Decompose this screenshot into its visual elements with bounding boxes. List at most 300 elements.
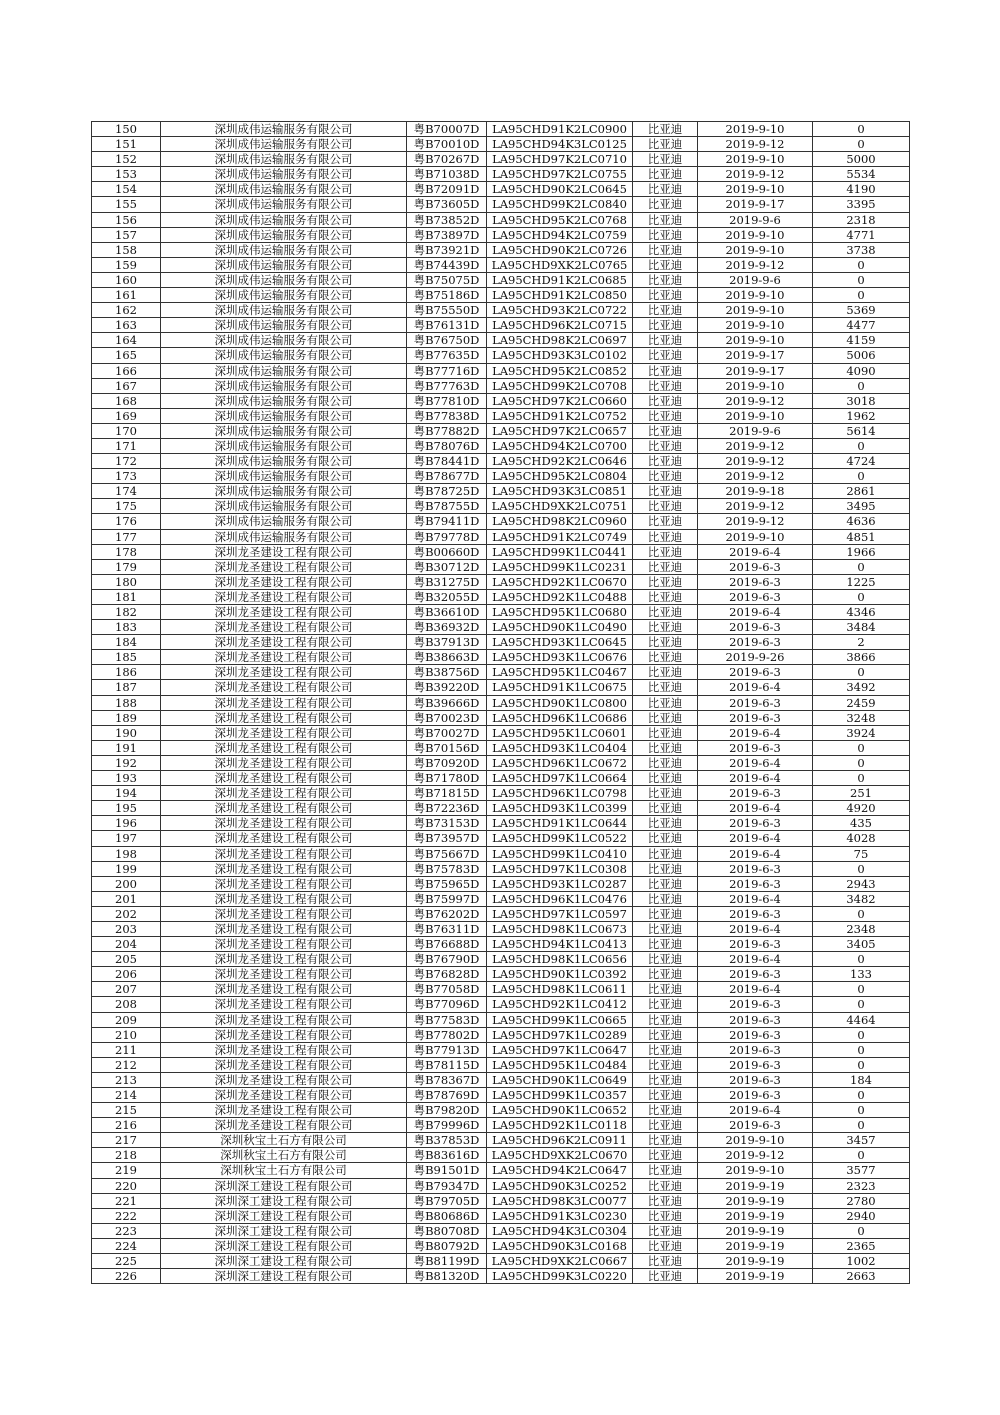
row-number-cell: 218: [92, 1148, 161, 1163]
plate-number-cell: 粤B78725D: [407, 484, 487, 499]
value-cell: 0: [813, 740, 910, 755]
value-cell: 4771: [813, 227, 910, 242]
vin-cell: LA95CHD92K1LC0488: [487, 589, 633, 604]
brand-cell: 比亚迪: [633, 771, 698, 786]
date-cell: 2019-9-12: [698, 438, 813, 453]
brand-cell: 比亚迪: [633, 620, 698, 635]
date-cell: 2019-9-6: [698, 272, 813, 287]
table-row: [92, 755, 910, 770]
row-number-cell: 165: [92, 348, 161, 363]
row-number-cell: 216: [92, 1118, 161, 1133]
table-row: [92, 1223, 910, 1238]
date-cell: 2019-9-10: [698, 378, 813, 393]
value-cell: 0: [813, 469, 910, 484]
company-name-cell: 深圳成伟运输服务有限公司: [161, 469, 407, 484]
table-row: [92, 1057, 910, 1072]
row-number-cell: 213: [92, 1072, 161, 1087]
vin-cell: LA95CHD9XK2LC0765: [487, 257, 633, 272]
row-number-cell: 219: [92, 1163, 161, 1178]
plate-number-cell: 粤B39666D: [407, 695, 487, 710]
table-row: [92, 152, 910, 167]
value-cell: 2940: [813, 1208, 910, 1223]
vin-cell: LA95CHD94K2LC0759: [487, 227, 633, 242]
plate-number-cell: 粤B91501D: [407, 1163, 487, 1178]
date-cell: 2019-9-6: [698, 423, 813, 438]
table-row: [92, 801, 910, 816]
company-name-cell: 深圳深工建设工程有限公司: [161, 1193, 407, 1208]
value-cell: 1002: [813, 1254, 910, 1269]
vin-cell: LA95CHD97K2LC0657: [487, 423, 633, 438]
date-cell: 2019-6-4: [698, 771, 813, 786]
date-cell: 2019-9-19: [698, 1178, 813, 1193]
brand-cell: 比亚迪: [633, 801, 698, 816]
company-name-cell: 深圳成伟运输服务有限公司: [161, 227, 407, 242]
company-name-cell: 深圳龙圣建设工程有限公司: [161, 1088, 407, 1103]
table-row: [92, 620, 910, 635]
document-page: [91, 121, 909, 1284]
brand-cell: 比亚迪: [633, 997, 698, 1012]
value-cell: 4159: [813, 333, 910, 348]
brand-cell: 比亚迪: [633, 333, 698, 348]
row-number-cell: 162: [92, 303, 161, 318]
company-name-cell: 深圳龙圣建设工程有限公司: [161, 635, 407, 650]
vin-cell: LA95CHD90K1LC0652: [487, 1103, 633, 1118]
value-cell: 3484: [813, 620, 910, 635]
plate-number-cell: 粤B76202D: [407, 906, 487, 921]
brand-cell: 比亚迪: [633, 1163, 698, 1178]
value-cell: 0: [813, 288, 910, 303]
row-number-cell: 179: [92, 559, 161, 574]
company-name-cell: 深圳龙圣建设工程有限公司: [161, 1042, 407, 1057]
row-number-cell: 224: [92, 1238, 161, 1253]
company-name-cell: 深圳龙圣建设工程有限公司: [161, 605, 407, 620]
company-name-cell: 深圳龙圣建设工程有限公司: [161, 876, 407, 891]
plate-number-cell: 粤B76828D: [407, 967, 487, 982]
date-cell: 2019-6-4: [698, 921, 813, 936]
plate-number-cell: 粤B75997D: [407, 891, 487, 906]
brand-cell: 比亚迪: [633, 1103, 698, 1118]
row-number-cell: 164: [92, 333, 161, 348]
value-cell: 2348: [813, 921, 910, 936]
plate-number-cell: 粤B77882D: [407, 423, 487, 438]
company-name-cell: 深圳深工建设工程有限公司: [161, 1208, 407, 1223]
plate-number-cell: 粤B75550D: [407, 303, 487, 318]
row-number-cell: 160: [92, 272, 161, 287]
plate-number-cell: 粤B73153D: [407, 816, 487, 831]
vin-cell: LA95CHD99K2LC0840: [487, 197, 633, 212]
value-cell: 0: [813, 1223, 910, 1238]
table-row: [92, 1208, 910, 1223]
row-number-cell: 203: [92, 921, 161, 936]
vin-cell: LA95CHD96K1LC0686: [487, 710, 633, 725]
date-cell: 2019-9-17: [698, 348, 813, 363]
value-cell: 0: [813, 137, 910, 152]
company-name-cell: 深圳深工建设工程有限公司: [161, 1178, 407, 1193]
table-row: [92, 1042, 910, 1057]
brand-cell: 比亚迪: [633, 937, 698, 952]
value-cell: 0: [813, 1057, 910, 1072]
date-cell: 2019-6-4: [698, 725, 813, 740]
brand-cell: 比亚迪: [633, 755, 698, 770]
vin-cell: LA95CHD90K1LC0392: [487, 967, 633, 982]
date-cell: 2019-6-3: [698, 1042, 813, 1057]
date-cell: 2019-6-4: [698, 982, 813, 997]
company-name-cell: 深圳成伟运输服务有限公司: [161, 303, 407, 318]
value-cell: 3018: [813, 393, 910, 408]
value-cell: 435: [813, 816, 910, 831]
vin-cell: LA95CHD95K2LC0804: [487, 469, 633, 484]
brand-cell: 比亚迪: [633, 635, 698, 650]
vin-cell: LA95CHD97K2LC0660: [487, 393, 633, 408]
value-cell: 3738: [813, 242, 910, 257]
company-name-cell: 深圳成伟运输服务有限公司: [161, 423, 407, 438]
table-row: [92, 242, 910, 257]
brand-cell: 比亚迪: [633, 408, 698, 423]
plate-number-cell: 粤B75075D: [407, 272, 487, 287]
brand-cell: 比亚迪: [633, 469, 698, 484]
plate-number-cell: 粤B75667D: [407, 846, 487, 861]
table-row: [92, 574, 910, 589]
table-row: [92, 1254, 910, 1269]
table-row: [92, 771, 910, 786]
company-name-cell: 深圳成伟运输服务有限公司: [161, 333, 407, 348]
table-row: [92, 514, 910, 529]
date-cell: 2019-9-10: [698, 318, 813, 333]
date-cell: 2019-6-4: [698, 605, 813, 620]
vin-cell: LA95CHD90K1LC0490: [487, 620, 633, 635]
row-number-cell: 200: [92, 876, 161, 891]
row-number-cell: 170: [92, 423, 161, 438]
value-cell: 3924: [813, 725, 910, 740]
company-name-cell: 深圳成伟运输服务有限公司: [161, 122, 407, 137]
table-row: [92, 846, 910, 861]
plate-number-cell: 粤B36610D: [407, 605, 487, 620]
plate-number-cell: 粤B75965D: [407, 876, 487, 891]
row-number-cell: 205: [92, 952, 161, 967]
brand-cell: 比亚迪: [633, 816, 698, 831]
plate-number-cell: 粤B73605D: [407, 197, 487, 212]
value-cell: 3395: [813, 197, 910, 212]
vin-cell: LA95CHD92K1LC0412: [487, 997, 633, 1012]
plate-number-cell: 粤B81320D: [407, 1269, 487, 1284]
vin-cell: LA95CHD95K2LC0768: [487, 212, 633, 227]
row-number-cell: 190: [92, 725, 161, 740]
plate-number-cell: 粤B37913D: [407, 635, 487, 650]
plate-number-cell: 粤B71780D: [407, 771, 487, 786]
row-number-cell: 157: [92, 227, 161, 242]
table-row: [92, 137, 910, 152]
row-number-cell: 195: [92, 801, 161, 816]
vin-cell: LA95CHD98K2LC0960: [487, 514, 633, 529]
plate-number-cell: 粤B32055D: [407, 589, 487, 604]
row-number-cell: 210: [92, 1027, 161, 1042]
value-cell: 0: [813, 559, 910, 574]
table-row: [92, 272, 910, 287]
table-row: [92, 303, 910, 318]
value-cell: 0: [813, 1148, 910, 1163]
table-row: [92, 257, 910, 272]
date-cell: 2019-9-10: [698, 288, 813, 303]
row-number-cell: 168: [92, 393, 161, 408]
table-row: [92, 710, 910, 725]
date-cell: 2019-9-12: [698, 454, 813, 469]
row-number-cell: 158: [92, 242, 161, 257]
date-cell: 2019-6-4: [698, 952, 813, 967]
row-number-cell: 174: [92, 484, 161, 499]
brand-cell: 比亚迪: [633, 574, 698, 589]
value-cell: 0: [813, 378, 910, 393]
table-row: [92, 212, 910, 227]
date-cell: 2019-6-3: [698, 740, 813, 755]
plate-number-cell: 粤B77763D: [407, 378, 487, 393]
company-name-cell: 深圳成伟运输服务有限公司: [161, 318, 407, 333]
value-cell: 0: [813, 1103, 910, 1118]
value-cell: 1962: [813, 408, 910, 423]
company-name-cell: 深圳成伟运输服务有限公司: [161, 454, 407, 469]
plate-number-cell: 粤B70156D: [407, 740, 487, 755]
row-number-cell: 220: [92, 1178, 161, 1193]
company-name-cell: 深圳成伟运输服务有限公司: [161, 152, 407, 167]
brand-cell: 比亚迪: [633, 740, 698, 755]
row-number-cell: 167: [92, 378, 161, 393]
row-number-cell: 184: [92, 635, 161, 650]
brand-cell: 比亚迪: [633, 1133, 698, 1148]
company-name-cell: 深圳成伟运输服务有限公司: [161, 182, 407, 197]
table-row: [92, 831, 910, 846]
brand-cell: 比亚迪: [633, 484, 698, 499]
table-row: [92, 393, 910, 408]
date-cell: 2019-6-3: [698, 861, 813, 876]
plate-number-cell: 粤B70920D: [407, 755, 487, 770]
row-number-cell: 188: [92, 695, 161, 710]
table-row: [92, 680, 910, 695]
row-number-cell: 189: [92, 710, 161, 725]
company-name-cell: 深圳龙圣建设工程有限公司: [161, 952, 407, 967]
vin-cell: LA95CHD93K1LC0399: [487, 801, 633, 816]
value-cell: 4346: [813, 605, 910, 620]
vin-cell: LA95CHD96K2LC0715: [487, 318, 633, 333]
brand-cell: 比亚迪: [633, 1012, 698, 1027]
table-row: [92, 952, 910, 967]
vin-cell: LA95CHD90K1LC0649: [487, 1072, 633, 1087]
company-name-cell: 深圳龙圣建设工程有限公司: [161, 559, 407, 574]
row-number-cell: 186: [92, 665, 161, 680]
plate-number-cell: 粤B77716D: [407, 363, 487, 378]
vin-cell: LA95CHD99K1LC0522: [487, 831, 633, 846]
date-cell: 2019-9-12: [698, 1148, 813, 1163]
date-cell: 2019-9-12: [698, 167, 813, 182]
plate-number-cell: 粤B79996D: [407, 1118, 487, 1133]
brand-cell: 比亚迪: [633, 152, 698, 167]
date-cell: 2019-6-4: [698, 544, 813, 559]
value-cell: 4028: [813, 831, 910, 846]
brand-cell: 比亚迪: [633, 1254, 698, 1269]
row-number-cell: 199: [92, 861, 161, 876]
row-number-cell: 208: [92, 997, 161, 1012]
value-cell: 0: [813, 589, 910, 604]
plate-number-cell: 粤B75186D: [407, 288, 487, 303]
value-cell: 5369: [813, 303, 910, 318]
date-cell: 2019-6-3: [698, 695, 813, 710]
vin-cell: LA95CHD91K1LC0675: [487, 680, 633, 695]
table-row: [92, 1238, 910, 1253]
row-number-cell: 154: [92, 182, 161, 197]
table-row: [92, 454, 910, 469]
plate-number-cell: 粤B78367D: [407, 1072, 487, 1087]
value-cell: 4477: [813, 318, 910, 333]
brand-cell: 比亚迪: [633, 559, 698, 574]
company-name-cell: 深圳成伟运输服务有限公司: [161, 212, 407, 227]
plate-number-cell: 粤B77838D: [407, 408, 487, 423]
row-number-cell: 173: [92, 469, 161, 484]
vin-cell: LA95CHD93K3LC0102: [487, 348, 633, 363]
company-name-cell: 深圳成伟运输服务有限公司: [161, 408, 407, 423]
company-name-cell: 深圳秋宝土石方有限公司: [161, 1148, 407, 1163]
row-number-cell: 181: [92, 589, 161, 604]
value-cell: 5006: [813, 348, 910, 363]
value-cell: 0: [813, 861, 910, 876]
table-row: [92, 484, 910, 499]
value-cell: 2943: [813, 876, 910, 891]
vin-cell: LA95CHD92K1LC0670: [487, 574, 633, 589]
date-cell: 2019-9-10: [698, 529, 813, 544]
plate-number-cell: 粤B75783D: [407, 861, 487, 876]
table-row: [92, 529, 910, 544]
value-cell: 1225: [813, 574, 910, 589]
brand-cell: 比亚迪: [633, 680, 698, 695]
row-number-cell: 182: [92, 605, 161, 620]
company-name-cell: 深圳成伟运输服务有限公司: [161, 438, 407, 453]
value-cell: 0: [813, 122, 910, 137]
row-number-cell: 221: [92, 1193, 161, 1208]
plate-number-cell: 粤B78769D: [407, 1088, 487, 1103]
vin-cell: LA95CHD93K3LC0851: [487, 484, 633, 499]
row-number-cell: 185: [92, 650, 161, 665]
company-name-cell: 深圳成伟运输服务有限公司: [161, 378, 407, 393]
vin-cell: LA95CHD98K1LC0611: [487, 982, 633, 997]
company-name-cell: 深圳成伟运输服务有限公司: [161, 363, 407, 378]
table-row: [92, 1088, 910, 1103]
value-cell: 2861: [813, 484, 910, 499]
brand-cell: 比亚迪: [633, 122, 698, 137]
date-cell: 2019-9-26: [698, 650, 813, 665]
plate-number-cell: 粤B76311D: [407, 921, 487, 936]
table-row: [92, 378, 910, 393]
date-cell: 2019-6-3: [698, 967, 813, 982]
plate-number-cell: 粤B78755D: [407, 499, 487, 514]
date-cell: 2019-9-19: [698, 1254, 813, 1269]
company-name-cell: 深圳成伟运输服务有限公司: [161, 197, 407, 212]
company-name-cell: 深圳成伟运输服务有限公司: [161, 529, 407, 544]
plate-number-cell: 粤B00660D: [407, 544, 487, 559]
date-cell: 2019-6-3: [698, 589, 813, 604]
brand-cell: 比亚迪: [633, 710, 698, 725]
vin-cell: LA95CHD9XK2LC0670: [487, 1148, 633, 1163]
value-cell: 0: [813, 755, 910, 770]
date-cell: 2019-6-3: [698, 1027, 813, 1042]
company-name-cell: 深圳成伟运输服务有限公司: [161, 257, 407, 272]
value-cell: 2318: [813, 212, 910, 227]
date-cell: 2019-6-3: [698, 1057, 813, 1072]
table-row: [92, 423, 910, 438]
vin-cell: LA95CHD98K3LC0077: [487, 1193, 633, 1208]
row-number-cell: 183: [92, 620, 161, 635]
plate-number-cell: 粤B78115D: [407, 1057, 487, 1072]
company-name-cell: 深圳龙圣建设工程有限公司: [161, 665, 407, 680]
brand-cell: 比亚迪: [633, 982, 698, 997]
company-name-cell: 深圳成伟运输服务有限公司: [161, 348, 407, 363]
date-cell: 2019-6-4: [698, 831, 813, 846]
value-cell: 2459: [813, 695, 910, 710]
vin-cell: LA95CHD95K2LC0852: [487, 363, 633, 378]
brand-cell: 比亚迪: [633, 438, 698, 453]
table-row: [92, 997, 910, 1012]
date-cell: 2019-9-10: [698, 122, 813, 137]
brand-cell: 比亚迪: [633, 1148, 698, 1163]
row-number-cell: 153: [92, 167, 161, 182]
brand-cell: 比亚迪: [633, 786, 698, 801]
plate-number-cell: 粤B79705D: [407, 1193, 487, 1208]
row-number-cell: 151: [92, 137, 161, 152]
plate-number-cell: 粤B79820D: [407, 1103, 487, 1118]
date-cell: 2019-6-3: [698, 665, 813, 680]
vin-cell: LA95CHD90K2LC0645: [487, 182, 633, 197]
value-cell: 4851: [813, 529, 910, 544]
table-row: [92, 635, 910, 650]
date-cell: 2019-6-3: [698, 710, 813, 725]
plate-number-cell: 粤B78677D: [407, 469, 487, 484]
brand-cell: 比亚迪: [633, 272, 698, 287]
value-cell: 4464: [813, 1012, 910, 1027]
table-row: [92, 937, 910, 952]
row-number-cell: 155: [92, 197, 161, 212]
brand-cell: 比亚迪: [633, 589, 698, 604]
row-number-cell: 211: [92, 1042, 161, 1057]
vin-cell: LA95CHD99K2LC0708: [487, 378, 633, 393]
company-name-cell: 深圳龙圣建设工程有限公司: [161, 967, 407, 982]
row-number-cell: 206: [92, 967, 161, 982]
row-number-cell: 166: [92, 363, 161, 378]
value-cell: 2323: [813, 1178, 910, 1193]
company-name-cell: 深圳龙圣建设工程有限公司: [161, 846, 407, 861]
plate-number-cell: 粤B30712D: [407, 559, 487, 574]
company-name-cell: 深圳成伟运输服务有限公司: [161, 167, 407, 182]
value-cell: 0: [813, 257, 910, 272]
value-cell: 3248: [813, 710, 910, 725]
vin-cell: LA95CHD94K1LC0413: [487, 937, 633, 952]
vin-cell: LA95CHD91K2LC0752: [487, 408, 633, 423]
company-name-cell: 深圳龙圣建设工程有限公司: [161, 695, 407, 710]
table-row: [92, 982, 910, 997]
plate-number-cell: 粤B73921D: [407, 242, 487, 257]
company-name-cell: 深圳龙圣建设工程有限公司: [161, 544, 407, 559]
plate-number-cell: 粤B81199D: [407, 1254, 487, 1269]
date-cell: 2019-6-3: [698, 1088, 813, 1103]
brand-cell: 比亚迪: [633, 499, 698, 514]
value-cell: 5614: [813, 423, 910, 438]
date-cell: 2019-9-18: [698, 484, 813, 499]
row-number-cell: 226: [92, 1269, 161, 1284]
row-number-cell: 196: [92, 816, 161, 831]
value-cell: 133: [813, 967, 910, 982]
date-cell: 2019-6-4: [698, 846, 813, 861]
brand-cell: 比亚迪: [633, 378, 698, 393]
value-cell: 4190: [813, 182, 910, 197]
value-cell: 2365: [813, 1238, 910, 1253]
plate-number-cell: 粤B73852D: [407, 212, 487, 227]
vin-cell: LA95CHD96K2LC0911: [487, 1133, 633, 1148]
vin-cell: LA95CHD97K1LC0597: [487, 906, 633, 921]
